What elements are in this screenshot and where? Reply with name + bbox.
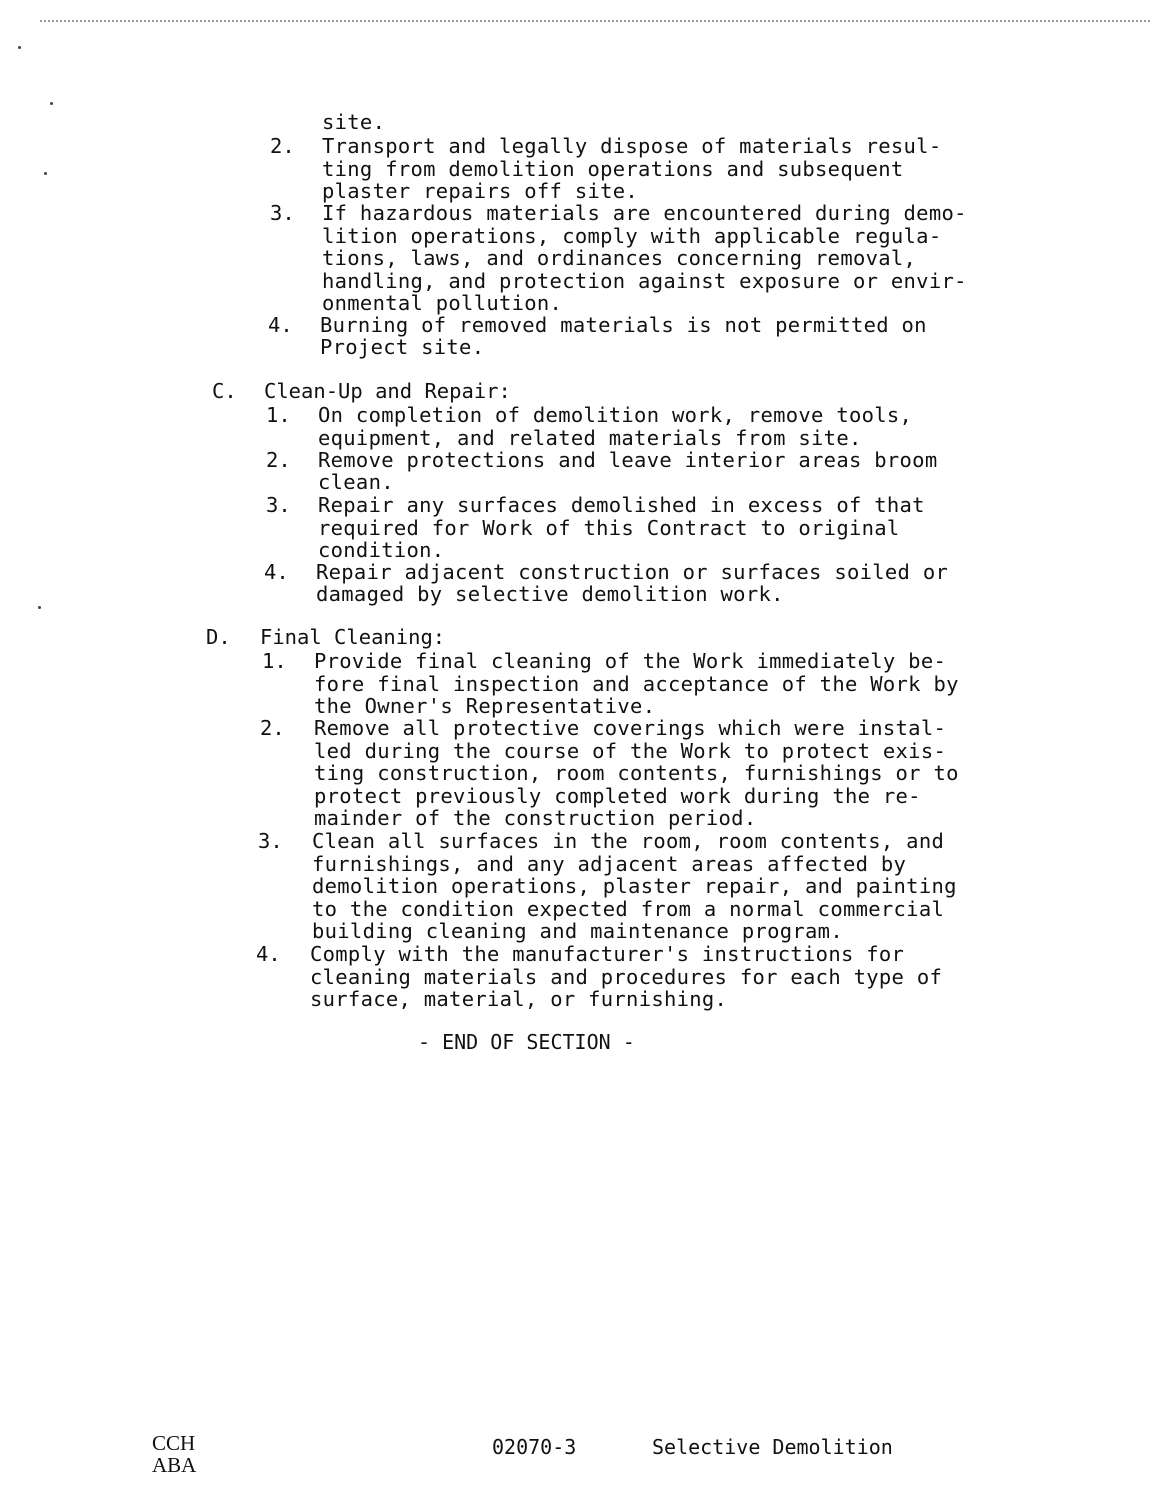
text-line: Remove all protective coverings which were instal- (314, 716, 947, 740)
text-line: protect previously completed work during the re- (314, 784, 921, 808)
text-line: onmental pollution. (322, 291, 563, 315)
text-line: surface, material, or furnishing. (310, 987, 728, 1011)
text-line: building cleaning and maintenance program. (312, 919, 843, 943)
text-line: Burning of removed materials is not permitted on (320, 313, 927, 337)
item-number: 1. (266, 403, 291, 427)
scan-speck (44, 172, 47, 175)
text-line: mainder of the construction period. (314, 806, 757, 830)
text-line: equipment, and related materials from site. (318, 426, 862, 450)
text-line: Clean all surfaces in the room, room contents, and (312, 829, 945, 853)
text-line: furnishings, and any adjacent areas affected by (312, 852, 907, 876)
scan-speck (50, 102, 53, 105)
text-line: clean. (318, 470, 394, 494)
text-line: demolition operations, plaster repair, and painting (312, 874, 957, 898)
section-heading: Clean-Up and Repair: (264, 379, 511, 403)
scan-speck (38, 606, 41, 609)
footer-section-number: 02070-3 (492, 1435, 577, 1459)
section-heading: Final Cleaning: (260, 625, 446, 649)
text-line: required for Work of this Contract to original (318, 516, 900, 540)
item-number: 3. (266, 493, 291, 517)
text-line: Comply with the manufacturer's instructions for (310, 942, 905, 966)
text-line: damaged by selective demolition work. (316, 582, 784, 606)
item-number: 1. (262, 649, 287, 673)
scan-speck (18, 46, 21, 49)
text-line: condition. (318, 538, 445, 562)
text-line: On completion of demolition work, remove tools, (318, 403, 913, 427)
text-line: the Owner's Representative. (314, 694, 656, 718)
text-line: plaster repairs off site. (322, 179, 639, 203)
item-number: 3. (258, 829, 283, 853)
item-number: 2. (260, 716, 285, 740)
item-number: 4. (264, 560, 289, 584)
section-letter: C. (212, 379, 237, 403)
text-line: cleaning materials and procedures for each type of (310, 965, 943, 989)
item-number: 4. (268, 313, 293, 337)
end-of-section-marker: - END OF SECTION - (418, 1030, 635, 1054)
text-line: handling, and protection against exposure or envir- (322, 269, 967, 293)
text-line: Provide final cleaning of the Work immediately be- (314, 649, 947, 673)
item-number: 2. (266, 448, 291, 472)
text-line: If hazardous materials are encountered during demo- (322, 201, 967, 225)
text-line: lition operations, comply with applicable regula- (322, 224, 942, 248)
text-line: Transport and legally dispose of materials resul- (322, 134, 942, 158)
item-number: 4. (256, 942, 281, 966)
text-line: Repair any surfaces demolished in excess of that (318, 493, 925, 517)
footer-section-title: Selective Demolition (652, 1435, 893, 1459)
text-line: to the condition expected from a normal commercial (312, 897, 945, 921)
text-line: Remove protections and leave interior areas broom (318, 448, 938, 472)
section-letter: D. (206, 625, 231, 649)
footer-initials-2: ABA (152, 1453, 197, 1477)
text-line: site. (322, 110, 386, 134)
item-number: 2. (270, 134, 295, 158)
text-line: Repair adjacent construction or surfaces soiled or (316, 560, 949, 584)
footer-initials-1: CCH (152, 1431, 196, 1455)
item-number: 3. (270, 201, 295, 225)
text-line: ting from demolition operations and subsequent (322, 157, 904, 181)
scan-edge-artifact (40, 20, 1150, 22)
text-line: ting construction, room contents, furnishings or to (314, 761, 959, 785)
text-line: tions, laws, and ordinances concerning removal, (322, 246, 917, 270)
text-line: led during the course of the Work to protect exis- (314, 739, 947, 763)
text-line: fore final inspection and acceptance of the Work by (314, 672, 959, 696)
text-line: Project site. (320, 335, 485, 359)
